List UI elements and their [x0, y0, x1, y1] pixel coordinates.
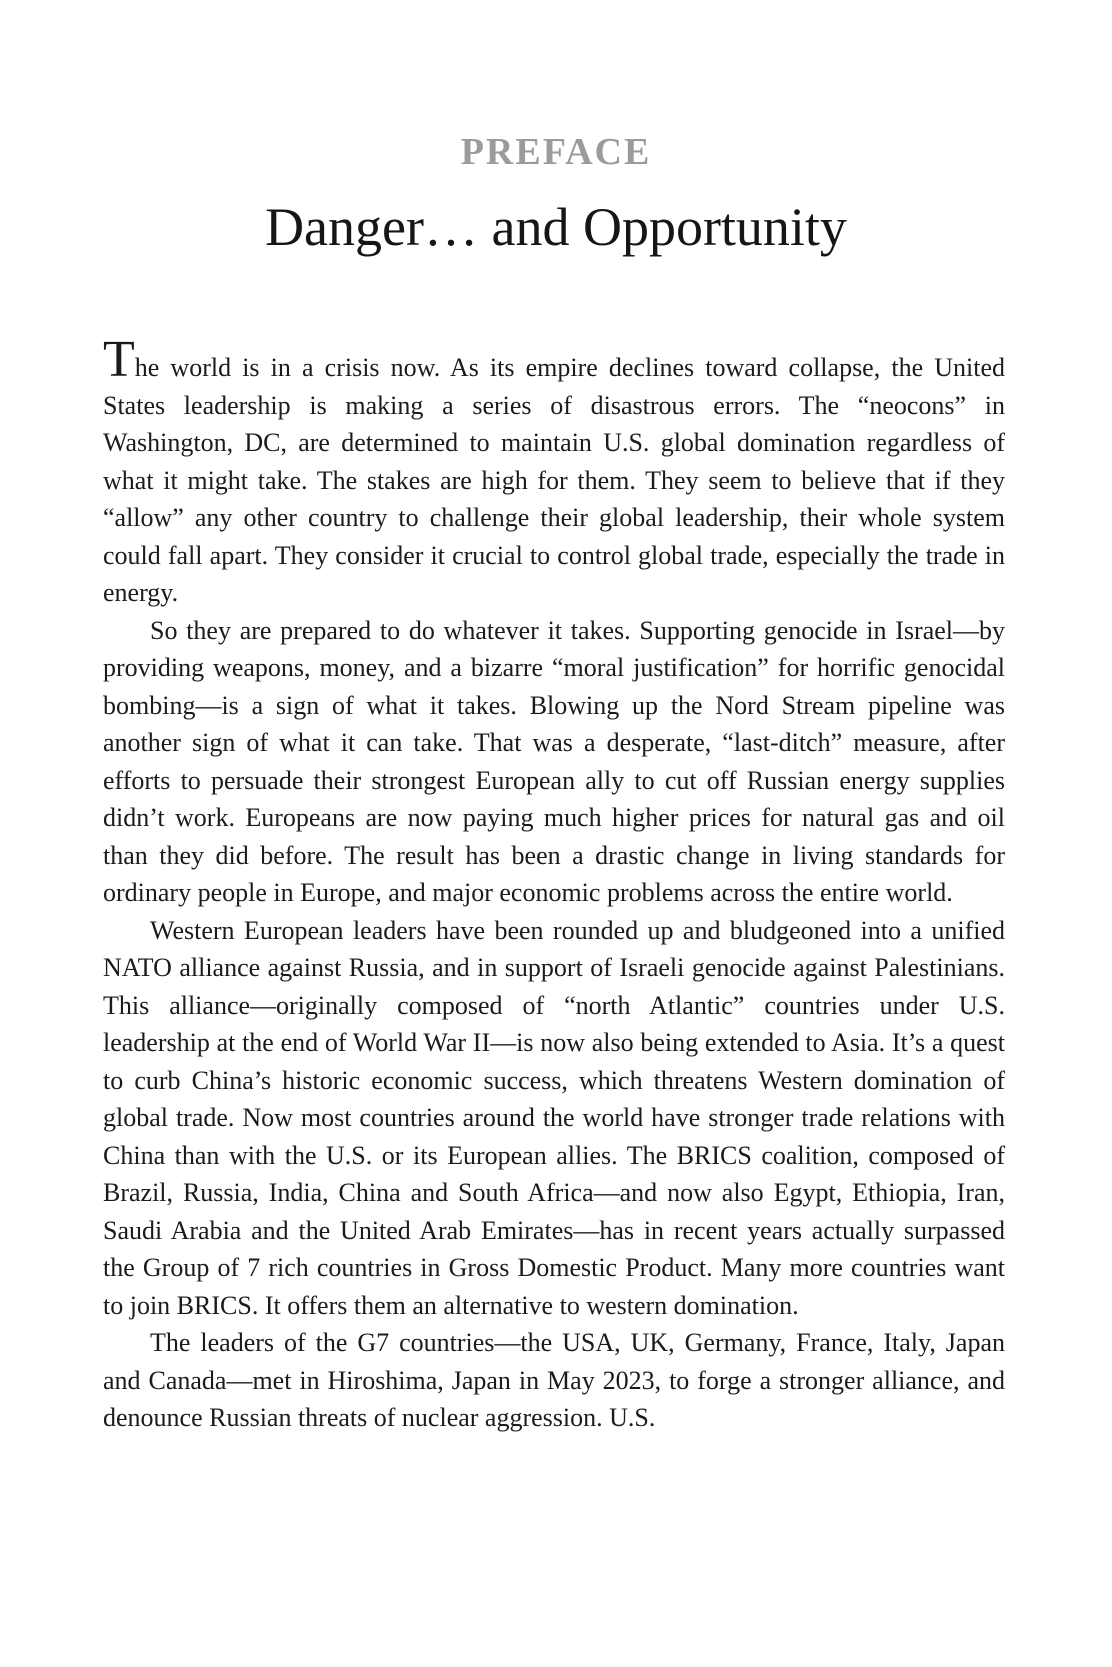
paragraph-1-text: he world is in a crisis now. As its empire declines toward collapse, the United States leadership is making a series of disastrous errors. The “neocons” in Washington, DC, are determined to maintain U.S. global domination regardless of what it might take. The stakes are high for them. They seem to believe that if they “allow” any other country to challenge their global leadership, their whole system could fall apart. They consider it crucial to control global trade, especially the trade in energy.	[103, 353, 1005, 607]
paragraph-1	[103, 331, 1005, 612]
preface-label: PREFACE	[460, 131, 652, 173]
paragraph-3: Western European leaders have been rounded up and bludgeoned into a unified NATO alliance against Russia, and in support of Israeli genocide against Palestinians. This alliance—originally composed of “north Atlantic” countries under U.S. leadership at the end of World War II—is now also being extended to Asia. It’s a quest to curb China’s historic economic success, which threatens Western domination of global trade. Now most countries around the world have stronger trade relations with China than with the U.S. or its European allies. The BRICS coalition, composed of Brazil, Russia, India, China and South Africa—and now also Egypt, Ethiopia, Iran, Saudi Arabia and the United Arab Emirates—has in recent years actually surpassed the Group of 7 rich countries in Gross Domestic Product. Many more countries want to join BRICS. It offers them an alternative to western domination.	[103, 915, 1005, 1320]
paragraph-2: So they are prepared to do whatever it takes. Supporting genocide in Israel—by providing weapons, money, and a bizarre “moral justification” for horrific genocidal bombing—is a sign of what it takes. Blowing up the Nord Stream pipeline was another sign of what it can take. That was a desperate, “last-ditch” measure, after efforts to persuade their strongest European ally to cut off Russian energy supplies didn’t work. Europeans are now paying much higher prices for natural gas and oil than they did before. The result has been a drastic change in living standards for ordinary people in Europe, and major economic problems across the entire world.	[103, 615, 1005, 907]
chapter-title: Danger… and Opportunity	[265, 197, 847, 257]
paragraph-4: The leaders of the G7 countries—the USA, UK, Germany, France, Italy, Japan and Canada—met in Hiroshima, Japan in May 2023, to forge a stronger alliance, and denounce Russian threats of nuclear aggression. U.S.	[103, 1328, 1005, 1432]
body-text	[103, 331, 1005, 1437]
initial-cap: T	[103, 331, 135, 388]
